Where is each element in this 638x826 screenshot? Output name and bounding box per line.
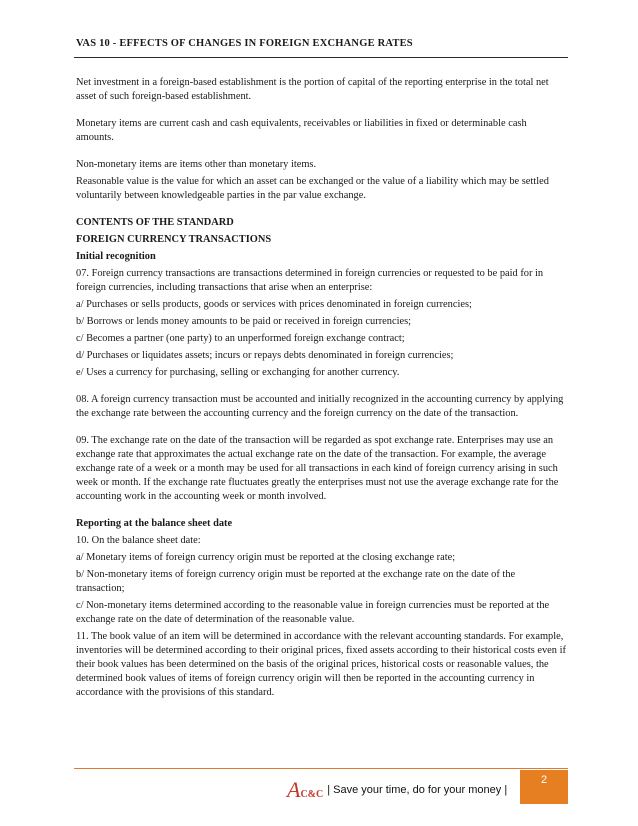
- paragraph-reasonable-value: Reasonable value is the value for which an asset can be exchanged or the value of a liability which may be settled voluntarily between knowledgeable parties in the par value exchange.: [76, 176, 549, 201]
- page-number-badge: [520, 770, 568, 804]
- footer-divider: [74, 768, 568, 769]
- heading-contents: CONTENTS OF THE STANDARD: [76, 217, 234, 228]
- logo-letter: A: [287, 777, 301, 802]
- list-item-e: e/ Uses a currency for purchasing, selling or exchanging for another currency.: [76, 367, 400, 378]
- report-item-a: a/ Monetary items of foreign currency origin must be reported at the closing exchange rate;: [76, 552, 456, 563]
- heading-reporting-balance-sheet: Reporting at the balance sheet date: [76, 518, 233, 529]
- page-number: 2: [540, 774, 548, 786]
- document-body: [76, 76, 566, 700]
- paragraph-09: 09. The exchange rate on the date of the transaction will be regarded as spot exchange rate. Enterprises may use an exchange rate that approximates the actual exchange rate on the date of the transaction. For example, the average exchange rate of a week or a month may be used for all transactions in each kind of foreign currency arising in such week or month. If the exchange rate fluctuates greatly the enterprises must not use the average exchange rate for the accounting work in the accounting week or month involved.: [76, 435, 559, 502]
- list-item-d: d/ Purchases or liquidates assets; incurs or repays debts denominated in foreign currencies;: [76, 350, 454, 361]
- heading-initial-recognition: Initial recognition: [76, 251, 156, 262]
- paragraph-11: 11. The book value of an item will be determined in accordance with the relevant accounting standards. For example, inventories will be determined according to their original prices, fixed assets according to their historical costs even if their book values has been determined on the basis of the original prices, historical costs or reasonable values, the determined book values of items of foreign currency origin will then be reported in the accounting currency in accordance with the provisions of this standard.: [76, 631, 566, 698]
- heading-foreign-currency-transactions: FOREIGN CURRENCY TRANSACTIONS: [76, 234, 272, 245]
- page-header-title: VAS 10 - EFFECTS OF CHANGES IN FOREIGN EXCHANGE RATES: [76, 38, 413, 49]
- logo-text: C&C: [300, 789, 324, 800]
- footer: [287, 776, 507, 804]
- list-item-b: b/ Borrows or lends money amounts to be paid or received in foreign currencies;: [76, 316, 412, 327]
- report-item-c: c/ Non-monetary items determined according to the reasonable value in foreign currencies must be reported at the exchange rate on the date of determination of the reasonable value.: [76, 600, 550, 625]
- footer-tagline: | Save your time, do for your money |: [327, 784, 508, 796]
- list-item-a: a/ Purchases or sells products, goods or services with prices denominated in foreign currencies;: [76, 299, 472, 310]
- paragraph-non-monetary-items: Non-monetary items are items other than monetary items.: [76, 159, 317, 170]
- paragraph-net-investment: Net investment in a foreign-based establishment is the portion of capital of the reporting enterprise in the total net asset of such foreign-based establishment.: [76, 77, 549, 102]
- paragraph-08: 08. A foreign currency transaction must be accounted and initially recognized in the accounting currency by applying the exchange rate between the accounting currency and the foreign currency on the date of the transaction.: [76, 394, 564, 419]
- paragraph-07: 07. Foreign currency transactions are transactions determined in foreign currencies or requested to be paid for in foreign currencies, including transactions that arise when an enterprise:: [76, 268, 544, 293]
- paragraph-10: 10. On the balance sheet date:: [76, 535, 201, 546]
- report-item-b: b/ Non-monetary items of foreign currency origin must be reported at the exchange rate on the date of the transaction;: [76, 569, 516, 594]
- list-item-c: c/ Becomes a partner (one party) to an unperformed foreign exchange contract;: [76, 333, 405, 344]
- header-divider: [74, 57, 568, 58]
- company-logo: [287, 779, 323, 801]
- paragraph-monetary-items: Monetary items are current cash and cash equivalents, receivables or liabilities in fixed or determinable cash amounts.: [76, 118, 527, 143]
